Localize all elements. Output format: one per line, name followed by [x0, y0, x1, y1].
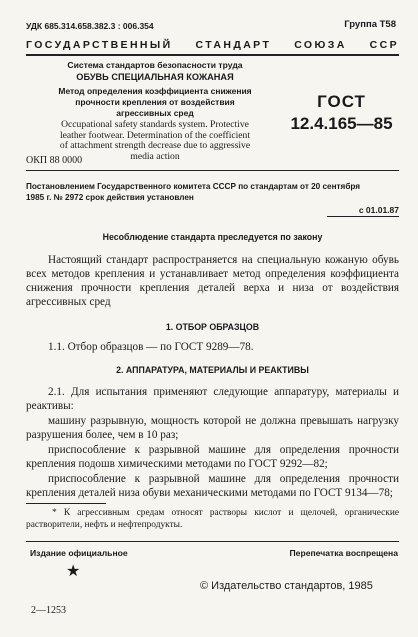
- header-rule: [26, 54, 399, 56]
- decree-line: Постановлением Государственного комитета СССР по стандартам от 20 сентября: [26, 182, 361, 191]
- english-title-line: media action: [130, 150, 180, 162]
- english-title-line: Occupational safety standards system. Protective: [61, 119, 249, 130]
- section2-paragraph: приспособление к разрывной машине для определения прочности крепления деталей низа обуви механическими методами по ГОСТ 9134—78;: [26, 473, 399, 499]
- section1-text: 1.1. Отбор образцов — по ГОСТ 9289—78.: [48, 341, 254, 353]
- method-title: [26, 86, 284, 119]
- footnote: * К агрессивным средам относят растворы кислот и щелочей, органические растворители, нефть и нефтепродукты.: [26, 508, 399, 530]
- section2-heading: 2. АППАРАТУРА, МАТЕРИАЛЫ И РЕАКТИВЫ: [116, 365, 309, 375]
- section2-paragraph: 2.1. Для испытания применяют следующие аппаратуру, материалы и реактивы:: [26, 386, 399, 412]
- section2-paragraph: машину разрывную, мощность которой не должна превышать нагрузку разрушения более, чем в 10 раз;: [26, 415, 399, 441]
- english-title-line: leather footwear. Determination of the coefficient: [59, 129, 250, 141]
- section1-heading: 1. ОТБОР ОБРАЗЦОВ: [165, 322, 260, 332]
- udk-code: УДК 685.314.658.382.3 : 006.354: [26, 21, 154, 31]
- method-title-line: агрессивных сред: [116, 108, 194, 118]
- official-edition: Издание официальное: [30, 548, 128, 558]
- footer-rule: [26, 541, 399, 542]
- state-standard-banner: ГОСУДАРСТВЕННЫЙ СТАНДАРТ СОЮЗА ССР: [26, 39, 399, 51]
- method-title-line: Метод определения коэффициента снижения: [58, 86, 252, 96]
- gost-number: 12.4.165—85: [290, 114, 393, 133]
- subject-title: ОБУВЬ СПЕЦИАЛЬНАЯ КОЖАНАЯ: [76, 72, 234, 82]
- decree-line: 1985 г. № 2972 срок действия установлен: [26, 193, 194, 202]
- copyright: © Издательство стандартов, 1985: [200, 580, 373, 592]
- effective-date: с 01.01.87: [358, 205, 399, 215]
- intro-paragraph: Настоящий стандарт распространяется на специальную кожаную обувь всех методов крепления и устанавливает метод определения коэффициента снижения прочности крепления деталей верха и низа от воздействия агрессивных сред: [26, 254, 399, 308]
- page-code: 2—1253: [31, 605, 66, 616]
- star-icon: ★: [66, 563, 81, 580]
- effective-date-underline: [327, 216, 399, 217]
- group-code: Группа Т58: [344, 19, 396, 30]
- reprint-notice: Перепечатка воспрещена: [289, 548, 398, 558]
- gost-label: ГОСТ: [317, 92, 366, 111]
- footnote-rule: [26, 503, 106, 504]
- title-rule: [26, 170, 399, 171]
- section2-paragraph: приспособление к разрывной машине для определения прочности крепления подошв химическими методами по ГОСТ 9292—82;: [26, 444, 399, 470]
- okp-code: ОКП 88 0000: [26, 155, 83, 166]
- english-title-line: of attachment strength decrease due to aggressive: [59, 140, 251, 151]
- decree-text: [26, 181, 399, 203]
- legal-notice: Несоблюдение стандарта преследуется по закону: [102, 232, 323, 242]
- system-title: Система стандартов безопасности труда: [67, 60, 243, 70]
- method-title-line: прочности крепления от воздействия: [75, 97, 235, 107]
